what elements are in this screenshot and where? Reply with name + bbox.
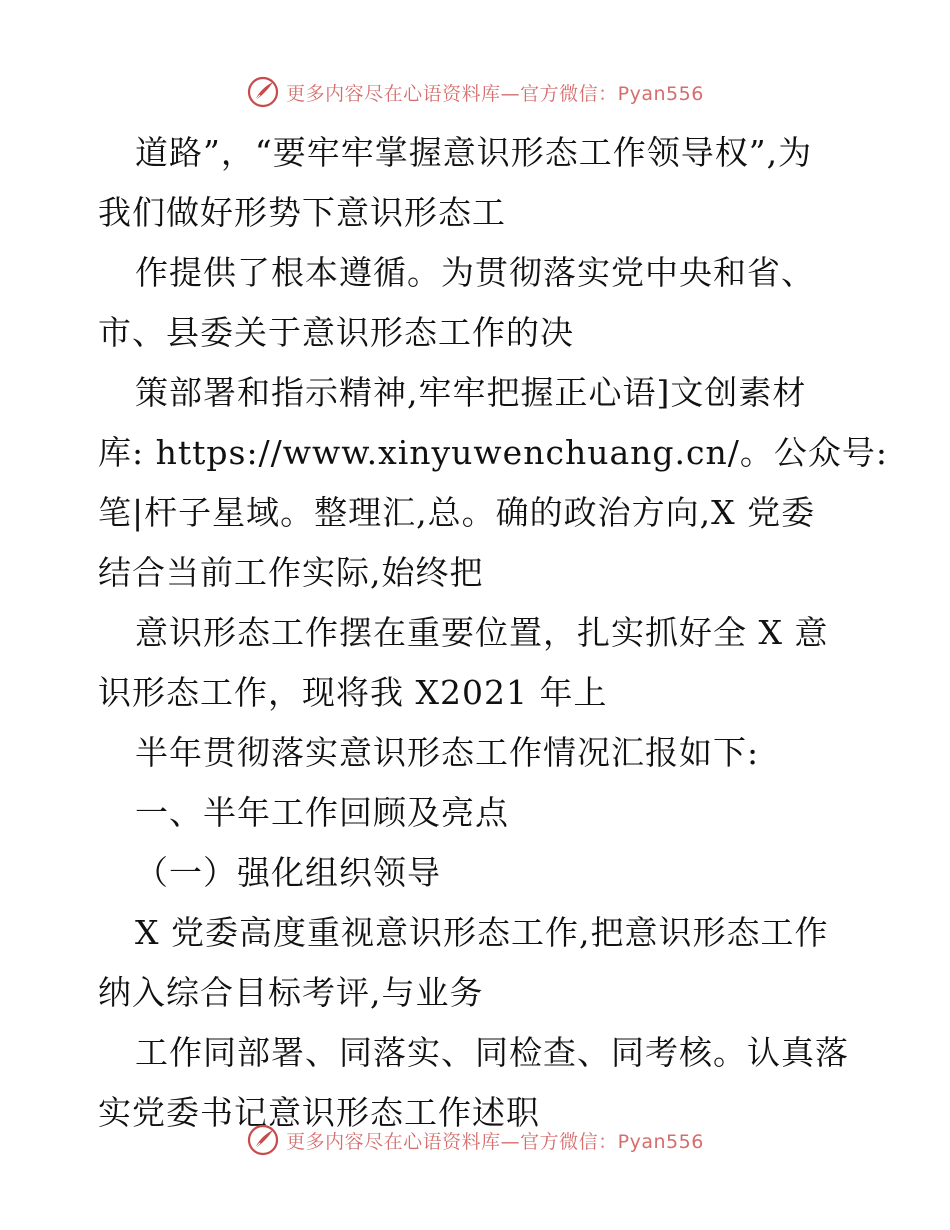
- watermark-text: 更多内容尽在心语资料库—官方微信：Pyan556: [286, 82, 704, 105]
- text-line: 库: https://www.xinyuwenchuang.cn/。公众号:: [98, 433, 888, 472]
- text-line: 作提供了根本遵循。为贯彻落实党中央和省、: [135, 253, 815, 292]
- text-line: 道路”，“要牢牢掌握意识形态工作领导权”,为: [135, 133, 813, 172]
- header-watermark: [0, 72, 950, 112]
- text-line: 意识形态工作摆在重要位置，扎实抓好全 X 意: [135, 613, 829, 652]
- document-body: [98, 123, 888, 1143]
- feather-pen-logo-icon: [246, 75, 280, 109]
- text-line: 识形态工作，现将我 X2021 年上: [98, 673, 608, 712]
- section-heading: 一、半年工作回顾及亮点: [135, 793, 509, 832]
- text-line: 半年贯彻落实意识形态工作情况汇报如下:: [135, 733, 760, 772]
- text-line: 实党委书记意识形态工作述职: [98, 1093, 540, 1132]
- text-line: 笔|杆子星域。整理汇,总。确的政治方向,X 党委: [98, 493, 816, 532]
- subsection-heading: （一）强化组织领导: [135, 853, 441, 892]
- text-line: 结合当前工作实际,始终把: [98, 553, 484, 592]
- footer-watermark: [0, 1120, 950, 1160]
- text-line: X 党委高度重视意识形态工作,把意识形态工作: [135, 913, 829, 952]
- text-line: 市、县委关于意识形态工作的决: [98, 313, 574, 352]
- text-line: 我们做好形势下意识形态工: [98, 193, 506, 232]
- text-line: 策部署和指示精神,牢牢把握正心语]文创素材: [135, 373, 807, 412]
- watermark-text: 更多内容尽在心语资料库—官方微信：Pyan556: [286, 1130, 704, 1153]
- text-line: 纳入综合目标考评,与业务: [98, 973, 484, 1012]
- feather-pen-logo-icon: [246, 1123, 280, 1157]
- text-line: 工作同部署、同落实、同检查、同考核。认真落: [135, 1033, 849, 1072]
